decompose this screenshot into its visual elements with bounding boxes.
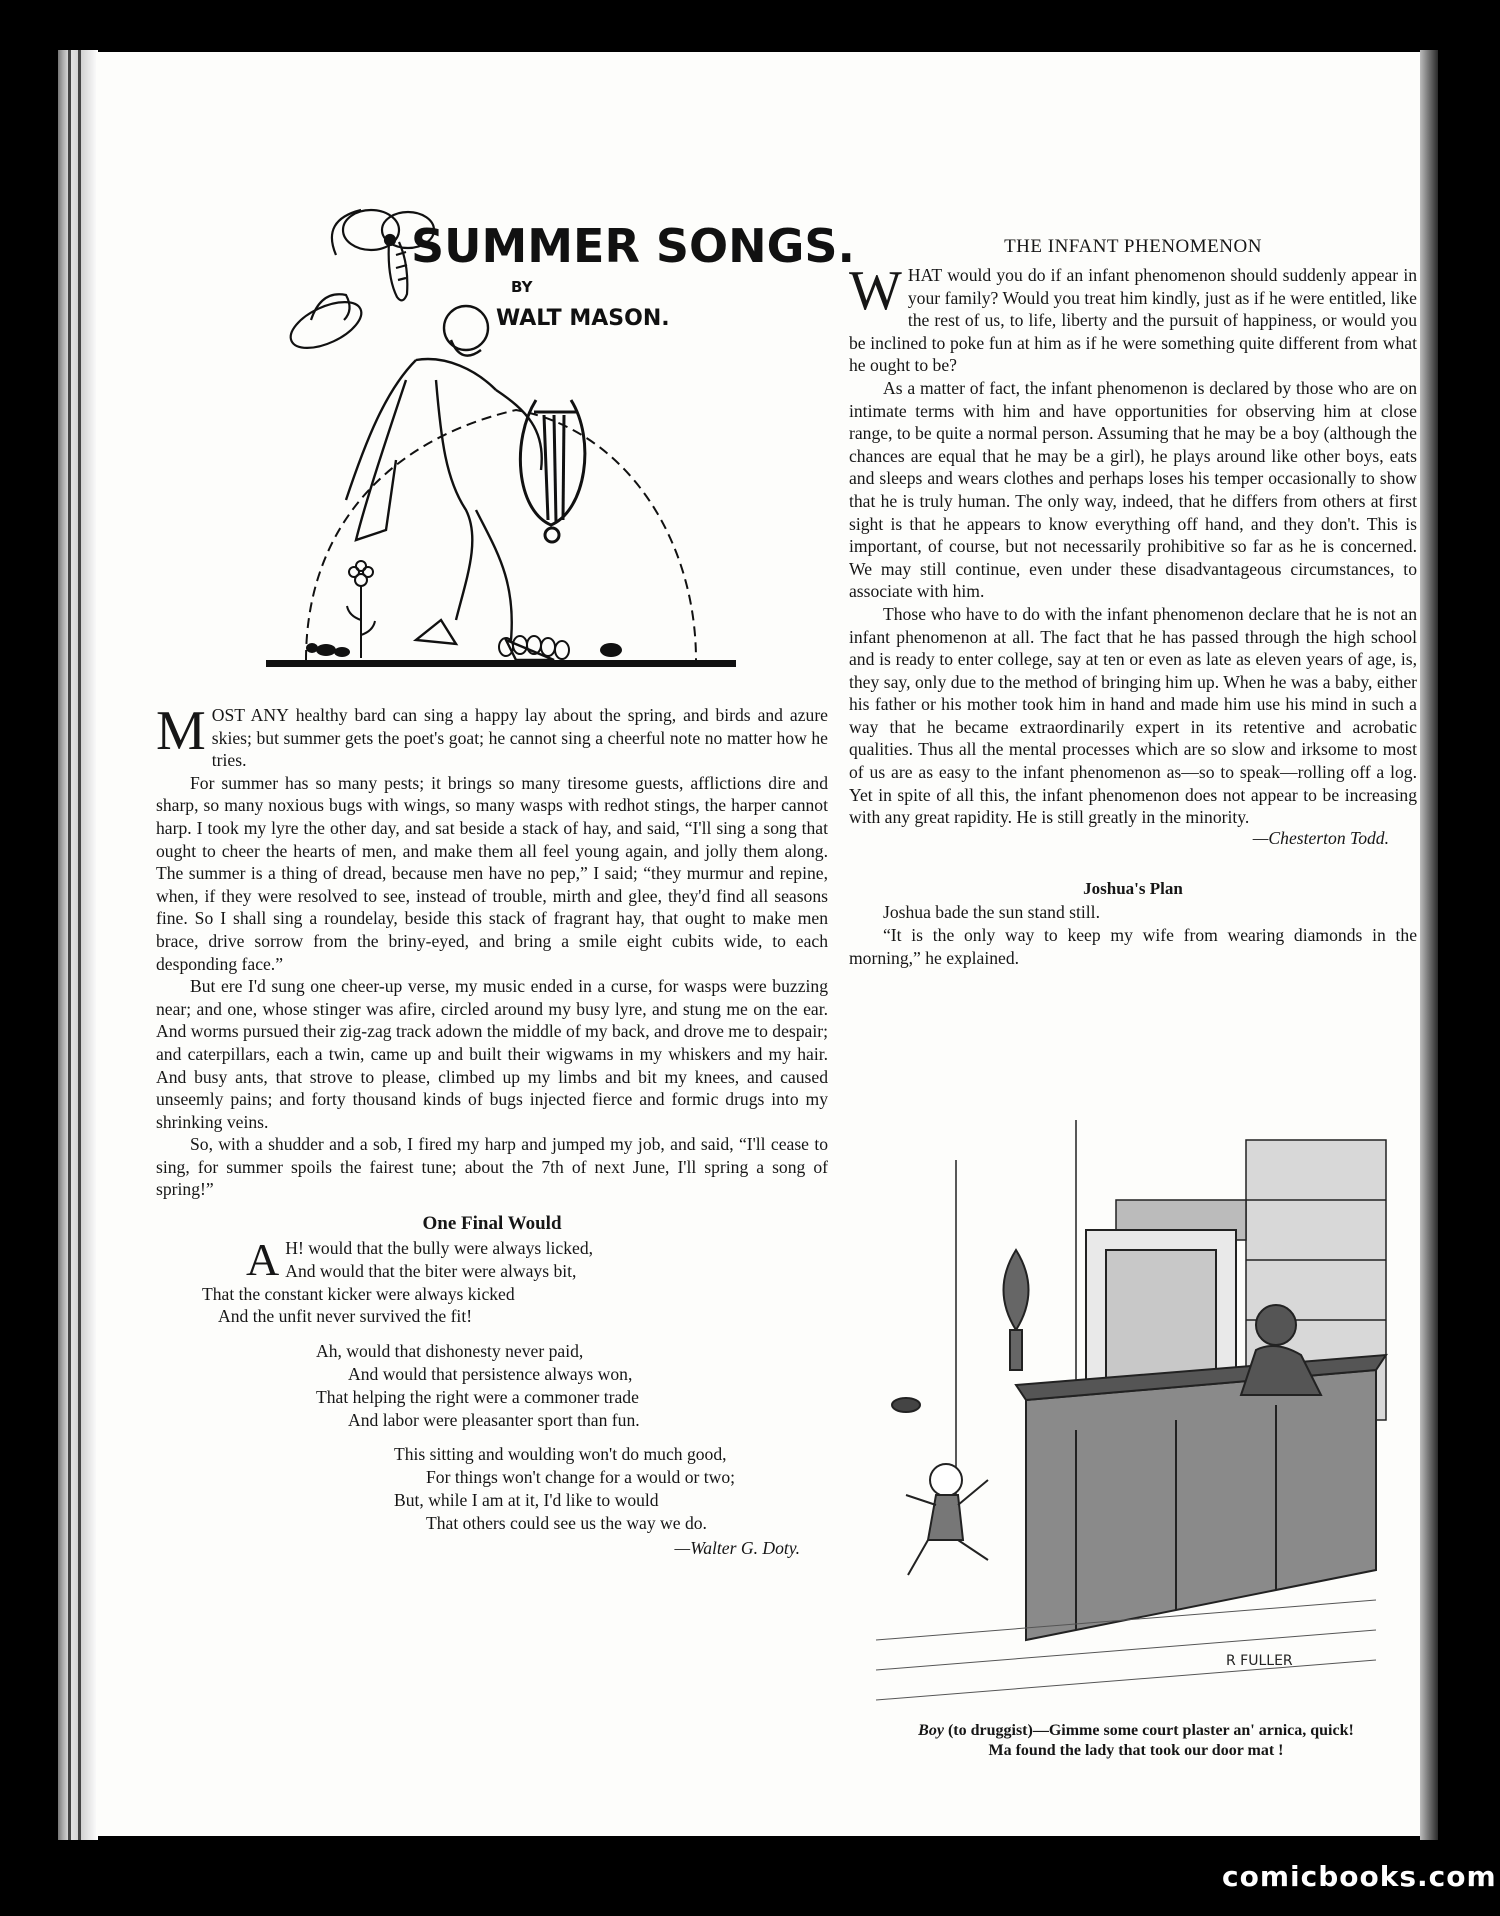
- poem-line: But, while I am at it, I'd like to would: [394, 1490, 659, 1511]
- poem-title: One Final Would: [422, 1213, 562, 1235]
- joshua-title: Joshua's Plan: [1083, 879, 1183, 899]
- running-boy: [892, 1398, 988, 1575]
- summer-dropcap: M: [156, 700, 206, 762]
- poem-line: And labor were pleasanter sport than fun.: [348, 1409, 640, 1430]
- poem-line: And would that persistence always won,: [348, 1364, 633, 1385]
- joshua-paragraph-2: “It is the only way to keep my wife from wearing diamonds in the morning,” he explained.: [849, 925, 1417, 968]
- illustration-title: SUMMER SONGS.: [411, 219, 855, 273]
- poem-body: [156, 1234, 828, 1559]
- infant-p1-text: would you do if an infant phenomenon should suddenly appear in your family? Would you treat him kindly, just as if he were entitled, like the rest of us, to life, liberty and the pursuit of happiness, or would you be inclined to poke fun at him as if he were something quite different from what he ought to be?: [849, 265, 1417, 376]
- poem-line: H! would that the bully were always licked,: [285, 1238, 594, 1259]
- infant-title: THE INFANT PHENOMENON: [1004, 236, 1262, 257]
- infant-dropcap: W: [849, 260, 902, 322]
- joshua-paragraph-1: Joshua bade the sun stand still.: [883, 902, 1100, 923]
- poem-dropcap: A: [246, 1234, 280, 1286]
- summer-paragraph-1: [156, 700, 828, 772]
- cartoon-caption: [846, 1721, 1426, 1761]
- poem-line: Ah, would that dishonesty never paid,: [316, 1341, 584, 1362]
- page-edge: [58, 50, 98, 1840]
- poem-line: That helping the right were a commoner trade: [316, 1386, 639, 1407]
- poem-stanza-2: [316, 1340, 828, 1431]
- summer-songs-illustration: [266, 180, 855, 690]
- summer-paragraph-3: But ere I'd sung one cheer-up verse, my music ended in a curse, for wasps were buzzing near; and one, whose stinger was afire, circled around my busy lyre, and stung me on the ear. And worms pursued their zig-zag track adown the middle of my back, and drove me to despair; and caterpillars, each a twin, came up and built their wigwams in my whiskers and my hair. And busy ants, that strove to please, climbed up my limbs and bit my knees, and caused unseemly pains; and forty thousand kinds of bugs injected fierce and formic drugs into my shrinking veins.: [156, 976, 828, 1132]
- infant-lead: HAT: [907, 265, 943, 285]
- illustration-byline-by: BY: [511, 278, 533, 296]
- illustration-byline-name: WALT MASON.: [496, 306, 670, 331]
- infant-paragraph-3: Those who have to do with the infant phenomenon declare that he is not an infant phenomenon at all. The fact that he has passed through the high school and is ready to enter college, say at ten or even as late as eleven years of age, is, they say, only due to the method of bringing him up. When he was a baby, either his father or his mother took him in hand and made him use his mind in such a way that he became extraordinarily expert in its retentive and acrobatic qualities. Thus all the mental processes which are so slow and irksome to most of us are as easy to the infant phenomenon as—so to speak—rolling off a log. Yet in spite of all this, the infant phenomenon does not appear to be increasing with any great rapidity. He is still greatly in the minority.: [849, 603, 1417, 828]
- hat-drawing: [284, 293, 368, 358]
- poem-line: That others could see us the way we do.: [426, 1512, 707, 1533]
- page-spine: [1420, 50, 1438, 1840]
- druggist-cartoon: [876, 1100, 1396, 1720]
- summer-paragraph-4: So, with a shudder and a sob, I fired my harp and jumped my job, and said, “I'll cease to sing, for summer spoils the fairest tune; about the 7th of next June, I'll spring a song of spring!”: [156, 1134, 828, 1200]
- summer-paragraph-2: For summer has so many pests; it brings so many tiresome guests, afflictions dire and sharp, so many noxious bugs with wings, so many wasps with redhot stings, the harper cannot harp. I took my lyre the other day, and sat beside a stack of hay, and said, “I'll sing a song that ought to cheer the hearts of men, and make them all feel young again, and jolly them along. The summer is a thing of dread, because men have no pep,” I said; “they murmur and repine, when, if they were resolved to see, instead of trouble, mirth and glee, they'd find all seasons fine. So I shall sing a roundelay, beside this stack of fragrant hay, that ought to make men brace, drive sorrow from the briny-eyed, and bring a smile eight cubits wide, to each desponding face.”: [156, 772, 828, 974]
- infant-paragraph-1: [849, 260, 1417, 377]
- caption-note: (to druggist)—Gimme some court plaster an' arnica, quick!: [943, 1722, 1354, 1739]
- summer-p1-text: healthy bard can sing a happy lay about the spring, and birds and azure skies; but summer gets the poet's goat; he cannot sing a cheerful note no matter how he tries.: [211, 705, 828, 771]
- caption-line-2: Ma found the lady that took our door mat !: [988, 1742, 1284, 1759]
- bugs-drawing: [306, 636, 622, 659]
- poem-line: For things won't change for a would or two;: [426, 1467, 736, 1488]
- site-watermark: comicbooks.com: [1222, 1860, 1497, 1893]
- poem-line: And would that the biter were always bit,: [285, 1260, 577, 1281]
- flower-drawing: [347, 561, 375, 658]
- poem-author: —Walter G. Doty.: [674, 1537, 800, 1558]
- poem-line: And the unfit never survived the fit!: [218, 1306, 473, 1327]
- infant-paragraph-2: As a matter of fact, the infant phenomenon is declared by those who are on intimate terms with him and have opportunities for observing him at close range, to be quite a normal person. Assuming that he may be a boy (although the chances are equal that he may be a girl), he plays around like other boys, eats and sleeps and wears clothes and perhaps loses his temper occasionally to show that he is truly human. The only way, indeed, that he differs from others at first sight is that he appears to know everything off hand, and they don't. This is important, of course, but not necessarily prohibitive so far as he is concerned. We may still continue, even under these disadvantageous circumstances, to associate with him.: [849, 377, 1417, 602]
- poem-line: That the constant kicker were always kicked: [202, 1283, 515, 1304]
- caption-speaker: Boy: [918, 1722, 944, 1739]
- cartoon-signature: R FULLER: [1226, 1653, 1293, 1669]
- right-column: [849, 236, 1417, 969]
- poem-line: This sitting and woulding won't do much good,: [394, 1444, 727, 1465]
- poem-stanza-3: [394, 1443, 828, 1534]
- summer-lead: OST ANY: [211, 705, 289, 725]
- infant-author: —Chesterton Todd.: [1252, 827, 1389, 848]
- poem-stanza-1: [202, 1234, 828, 1328]
